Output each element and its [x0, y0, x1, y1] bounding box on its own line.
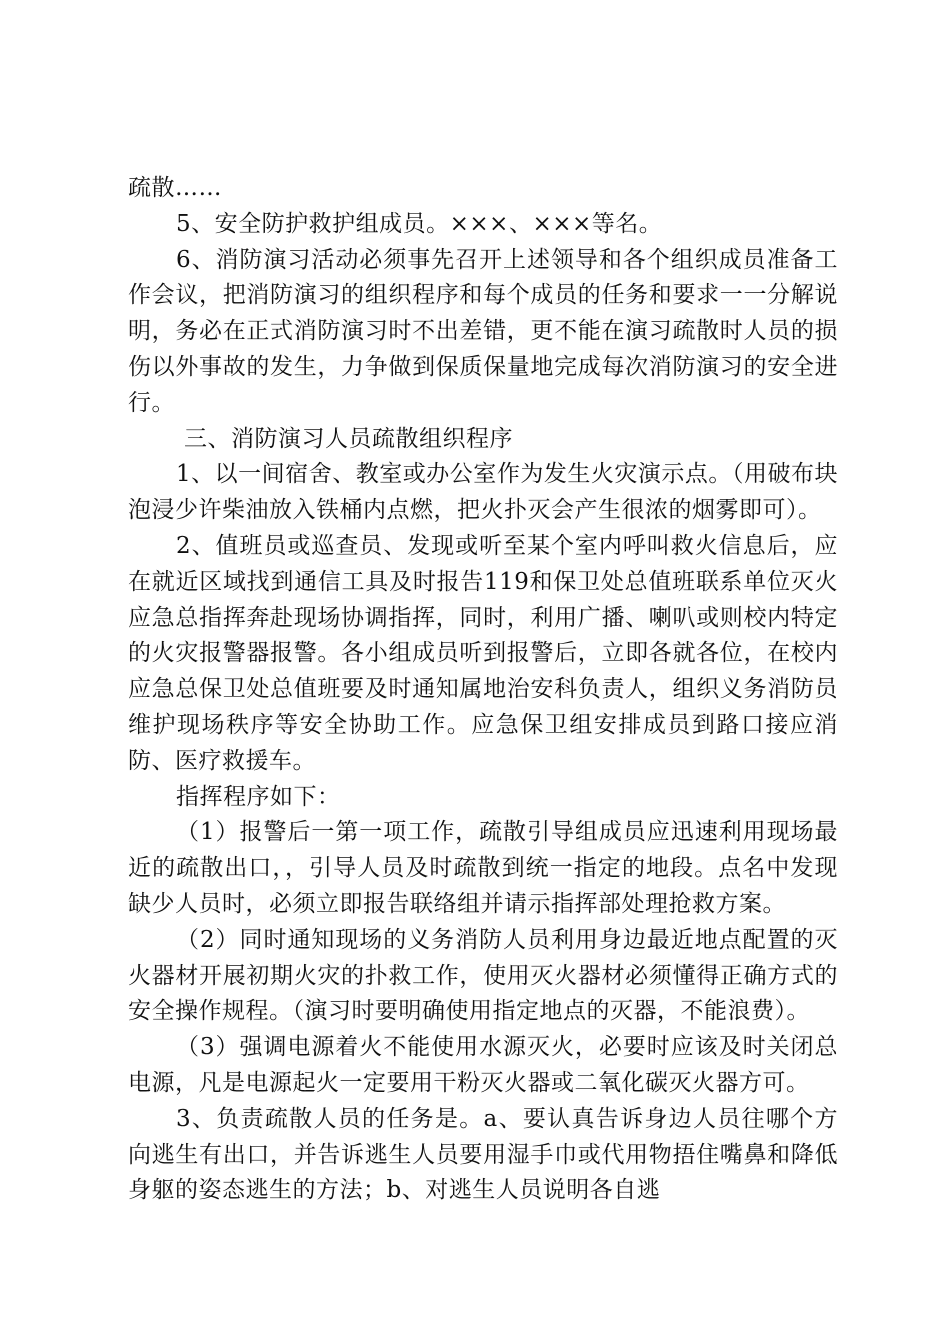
paragraph-command-intro: 指挥程序如下：: [176, 783, 341, 810]
paragraph-step-3: 3、负责疏散人员的任务是。a、要认真告诉身边人员往哪个方向逃生有出口，并告诉逃生人员要用湿手巾或代用物捂住嘴鼻和降低身躯的姿态逃生的方法；b、对逃生人员说明各自逃: [128, 1105, 838, 1204]
paragraph-continuation: 疏散……: [128, 175, 222, 201]
paragraph-item-5: 5、安全防护救护组成员。×××、×××等名。: [176, 210, 663, 237]
paragraph-command-3: （3）强调电源着火不能使用水源灭火，必要时应该及时关闭总电源，凡是电源起火一定要用干粉灭火器或二氧化碳灭火器方可。: [128, 1034, 838, 1096]
paragraph-item-6: 6、消防演习活动必须事先召开上述领导和各个组织成员准备工作会议，把消防演习的组织程序和每个成员的任务和要求一一分解说明，务必在正式消防演习时不出差错，更不能在演习疏散时人员的损伤以外事故的发生，力争做到保质保量地完成每次消防演习的安全进行。: [128, 246, 838, 416]
section-heading-3: 三、消防演习人员疏散组织程序: [184, 425, 513, 452]
paragraph-step-1: 1、以一间宿舍、教室或办公室作为发生火灾演示点。（用破布块泡浸少许柴油放入铁桶内点燃，把火扑灭会产生很浓的烟雾即可）。: [128, 461, 838, 524]
paragraph-command-2: （2）同时通知现场的义务消防人员利用身边最近地点配置的灭火器材开展初期火灾的扑救工作，使用灭火器材必须懂得正确方式的安全操作规程。（演习时要明确使用指定地点的灭器，不能浪费）。: [128, 926, 838, 1025]
paragraph-step-2: 2、值班员或巡查员、发现或听至某个室内呼叫救火信息后，应在就近区域找到通信工具及时报告119和保卫处总值班联系单位灭火应急总指挥奔赴现场协调指挥，同时，利用广播、喇叭或则校内特定的火灾报警器报警。各小组成员听到报警后，立即各就各位，在校内应急总保卫处总值班要及时通知属地治安科负责人，组织义务消防员维护现场秩序等安全协助工作。应急保卫组安排成员到路口接应消防、医疗救援车。: [128, 532, 838, 774]
paragraph-command-1: （1）报警后一第一项工作，疏散引导组成员应迅速利用现场最近的疏散出口，，引导人员及时疏散到统一指定的地段。点名中发现缺少人员时，必须立即报告联络组并请示指挥部处理抢救方案。: [128, 819, 838, 917]
document-body: [128, 171, 838, 1209]
